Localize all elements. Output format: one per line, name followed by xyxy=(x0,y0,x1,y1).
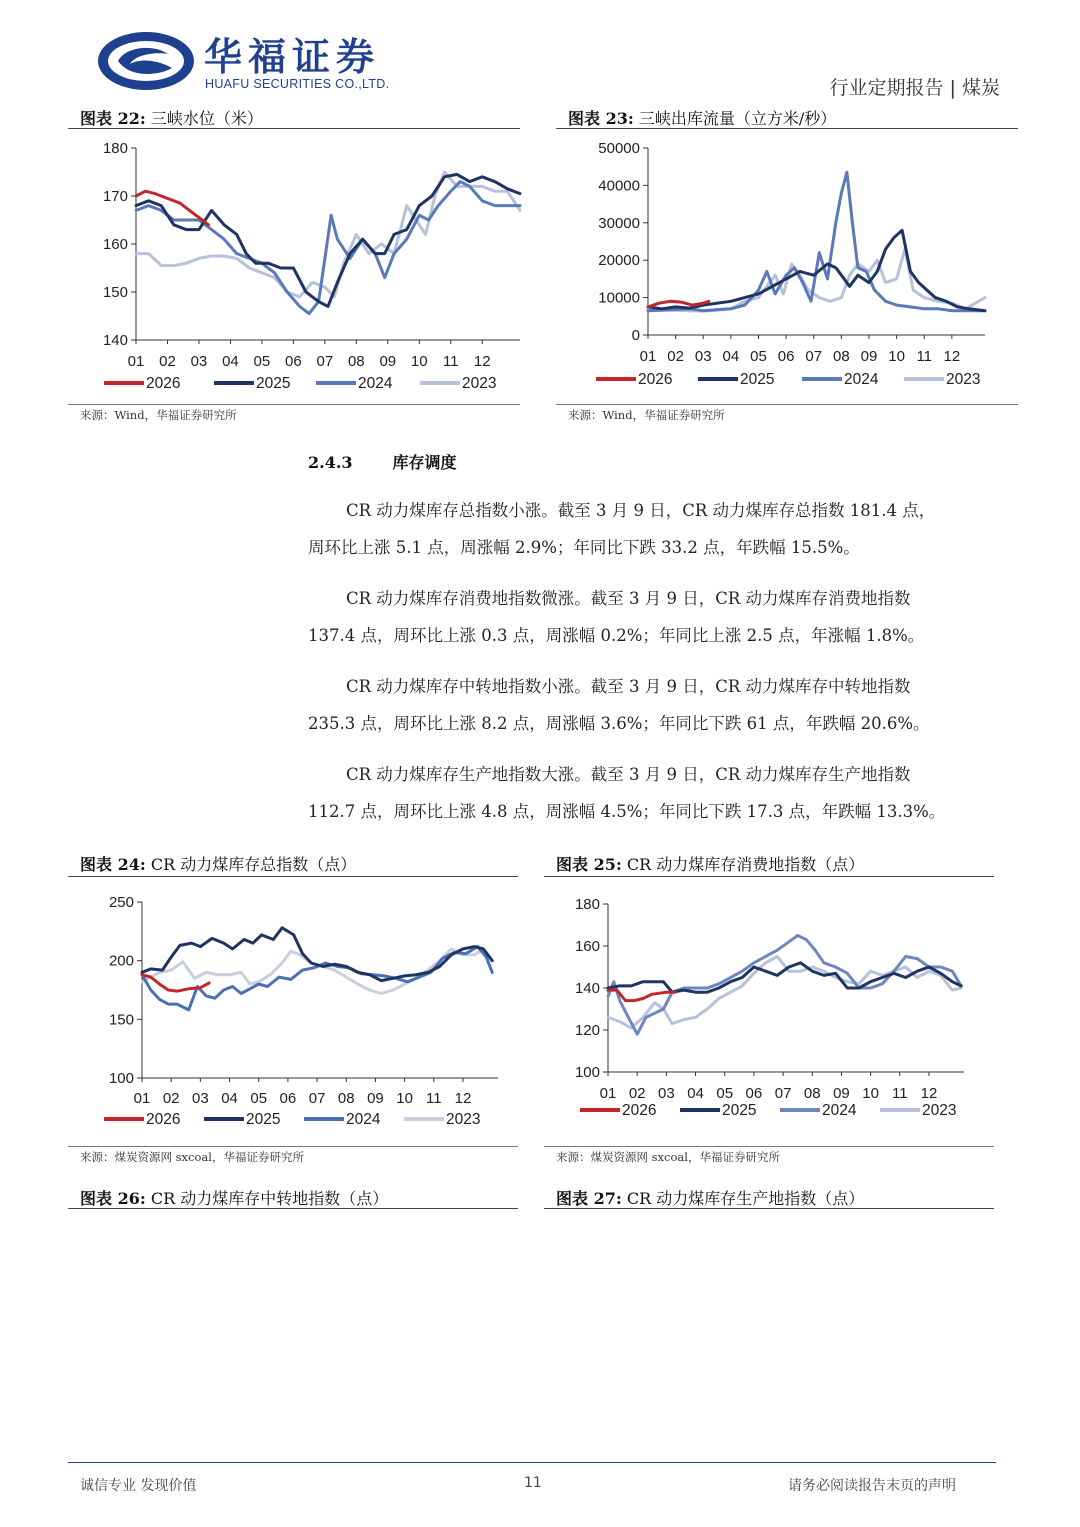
x-tick-label: 04 xyxy=(222,353,239,370)
chart-cr-total-index xyxy=(68,882,518,1144)
y-tick-label: 150 xyxy=(108,1011,134,1029)
legend-label-2026: 2026 xyxy=(622,1102,657,1119)
report-type: 行业定期报告 | 煤炭 xyxy=(829,77,1000,99)
figure-23-source-rule xyxy=(556,404,1018,405)
paragraph-consumption-index: CR 动力煤库存消费地指数微涨。截至 3 月 9 日，CR 动力煤库存消费地指数 137.4 点，周环比上涨 0.3 点，周涨幅 0.2%；年同比上涨 2.5 点，年涨幅 1.8%。 xyxy=(308,589,925,645)
legend-label-2025: 2025 xyxy=(722,1102,757,1119)
series-line-2024 xyxy=(136,182,520,314)
y-tick-label: 160 xyxy=(574,938,600,955)
chart-three-gorges-outflow xyxy=(560,132,1000,404)
x-tick-label: 02 xyxy=(162,1090,180,1107)
figure-23-source: 来源：Wind，华福证券研究所 xyxy=(568,408,725,422)
x-tick-label: 04 xyxy=(221,1090,238,1107)
y-tick-label: 30000 xyxy=(598,214,640,232)
x-tick-label: 12 xyxy=(473,353,491,370)
y-tick-label: 50000 xyxy=(598,140,640,157)
company-name-cn: 华福证券 xyxy=(204,35,381,79)
x-tick-label: 08 xyxy=(833,348,850,365)
y-tick-label: 160 xyxy=(102,236,128,253)
logo-mark-icon xyxy=(96,30,196,92)
y-tick-label: 140 xyxy=(574,980,600,997)
chart-cr-consumption-index xyxy=(544,882,994,1144)
x-tick-label: 10 xyxy=(888,348,905,365)
figure-22-source-rule xyxy=(68,404,520,405)
x-tick-label: 12 xyxy=(920,1085,938,1102)
legend-label-2025: 2025 xyxy=(246,1111,281,1128)
x-tick-label: 08 xyxy=(803,1085,821,1102)
x-tick-label: 04 xyxy=(722,348,740,365)
figure-26-title: 图表 26: CR 动力煤库存中转地指数（点） xyxy=(80,1189,389,1208)
y-tick-label: 0 xyxy=(631,327,640,344)
x-tick-label: 01 xyxy=(133,1090,151,1107)
x-tick-label: 11 xyxy=(442,353,459,370)
x-tick-label: 08 xyxy=(337,1090,355,1107)
x-tick-label: 07 xyxy=(316,353,334,370)
legend-label-2024: 2024 xyxy=(358,375,393,392)
x-tick-label: 07 xyxy=(774,1085,792,1102)
legend-label-2023: 2023 xyxy=(462,375,497,392)
x-tick-label: 11 xyxy=(892,1085,908,1102)
x-tick-label: 10 xyxy=(396,1090,413,1107)
x-tick-label: 01 xyxy=(127,353,145,370)
legend-label-2024: 2024 xyxy=(822,1102,857,1119)
legend-label-2026: 2026 xyxy=(146,375,181,392)
section-title: 库存调度 xyxy=(392,453,457,472)
x-tick-label: 09 xyxy=(833,1085,850,1102)
legend-label-2026: 2026 xyxy=(638,371,673,388)
x-tick-label: 05 xyxy=(716,1085,734,1102)
x-tick-label: 06 xyxy=(777,348,795,365)
y-tick-label: 140 xyxy=(102,332,128,349)
x-tick-label: 02 xyxy=(628,1085,646,1102)
x-tick-label: 06 xyxy=(745,1085,763,1102)
page-number: 11 xyxy=(524,1475,542,1491)
figure-24-title: 图表 24: CR 动力煤库存总指数（点） xyxy=(80,855,357,874)
company-name-en: HUAFU SECURITIES CO.,LTD. xyxy=(205,77,390,91)
figure-25-source: 来源：煤炭资源网 sxcoal，华福证券研究所 xyxy=(556,1150,780,1164)
figure-25-source-rule xyxy=(544,1146,994,1147)
legend-label-2023: 2023 xyxy=(946,371,981,388)
footer-slogan: 诚信专业 发现价值 xyxy=(80,1478,197,1494)
company-logo xyxy=(96,30,196,92)
paragraph-transit-index: CR 动力煤库存中转地指数小涨。截至 3 月 9 日，CR 动力煤库存中转地指数 235.3 点，周环比上涨 8.2 点，周涨幅 3.6%；年同比下跌 61 点，年跌幅 20.6%。 xyxy=(308,677,930,733)
y-tick-label: 250 xyxy=(108,894,134,911)
legend-label-2026: 2026 xyxy=(146,1111,181,1128)
y-tick-label: 40000 xyxy=(598,177,640,195)
x-tick-label: 12 xyxy=(454,1090,472,1107)
series-line-2023 xyxy=(648,249,985,311)
x-tick-label: 03 xyxy=(190,353,208,370)
x-tick-label: 10 xyxy=(410,353,428,370)
y-tick-label: 200 xyxy=(108,952,134,970)
figure-24-source-rule xyxy=(68,1146,518,1147)
x-tick-label: 03 xyxy=(694,348,712,365)
x-tick-label: 02 xyxy=(667,348,684,365)
x-tick-label: 07 xyxy=(308,1090,326,1107)
figure-25-title-rule xyxy=(544,876,994,877)
series-line-2024 xyxy=(608,936,961,1035)
legend-label-2025: 2025 xyxy=(256,375,291,392)
figure-24-title-rule xyxy=(68,876,518,877)
y-tick-label: 170 xyxy=(102,188,128,205)
x-tick-label: 04 xyxy=(687,1085,704,1102)
y-tick-label: 180 xyxy=(574,896,600,913)
legend-label-2023: 2023 xyxy=(446,1111,481,1128)
y-tick-label: 100 xyxy=(574,1064,600,1081)
x-tick-label: 10 xyxy=(862,1085,879,1102)
y-tick-label: 150 xyxy=(102,284,128,301)
x-tick-label: 09 xyxy=(860,348,878,365)
figure-22-title-rule xyxy=(68,128,520,129)
paragraph-production-index: CR 动力煤库存生产地指数大涨。截至 3 月 9 日，CR 动力煤库存生产地指数 112.7 点，周环比上涨 4.8 点，周涨幅 4.5%；年同比下跌 17.3 点，年跌幅 13.3%。 xyxy=(308,765,946,821)
x-tick-label: 09 xyxy=(379,353,397,370)
x-tick-label: 01 xyxy=(599,1085,617,1102)
x-tick-label: 08 xyxy=(347,353,365,370)
x-tick-label: 06 xyxy=(279,1090,297,1107)
chart-three-gorges-water-level xyxy=(68,132,528,404)
y-tick-label: 10000 xyxy=(598,289,640,307)
figure-24-source: 来源：煤炭资源网 sxcoal，华福证券研究所 xyxy=(80,1150,304,1164)
section-number: 2.4.3 xyxy=(308,453,353,472)
figure-27-title: 图表 27: CR 动力煤库存生产地指数（点） xyxy=(556,1189,865,1208)
x-tick-label: 03 xyxy=(192,1090,209,1107)
legend-label-2025: 2025 xyxy=(740,371,775,388)
x-tick-label: 03 xyxy=(658,1085,675,1102)
paragraph-total-index: CR 动力煤库存总指数小涨。截至 3 月 9 日，CR 动力煤库存总指数 181.4 点， 周环比上涨 5.1 点，周涨幅 2.9%；年同比下跌 33.2 点，年跌幅 15.5%。 xyxy=(308,501,936,557)
x-tick-label: 11 xyxy=(916,348,933,365)
x-tick-label: 01 xyxy=(639,348,657,365)
figure-22-source: 来源：Wind，华福证券研究所 xyxy=(80,408,237,422)
figure-25-title: 图表 25: CR 动力煤库存消费地指数（点） xyxy=(556,855,865,874)
y-tick-label: 120 xyxy=(574,1022,600,1039)
x-tick-label: 07 xyxy=(805,348,823,365)
footer-rule xyxy=(68,1462,996,1463)
legend-label-2024: 2024 xyxy=(346,1111,381,1128)
x-tick-label: 06 xyxy=(285,353,302,370)
figure-27-title-rule xyxy=(544,1208,994,1209)
x-tick-label: 05 xyxy=(250,1090,268,1107)
series-line-2024 xyxy=(648,172,985,310)
figure-23-title-rule xyxy=(556,128,1018,129)
x-tick-label: 09 xyxy=(367,1090,384,1107)
legend-label-2023: 2023 xyxy=(922,1102,957,1119)
x-tick-label: 05 xyxy=(253,353,271,370)
legend-label-2024: 2024 xyxy=(844,371,879,388)
x-tick-label: 11 xyxy=(426,1090,442,1107)
figure-26-title-rule xyxy=(68,1208,518,1209)
y-tick-label: 180 xyxy=(102,140,128,157)
y-tick-label: 20000 xyxy=(598,252,640,270)
figure-23-title: 图表 23: 三峡出库流量（立方米/秒） xyxy=(568,109,837,128)
series-line-2025 xyxy=(142,928,492,981)
footer-disclaimer: 请务必阅读报告末页的声明 xyxy=(788,1478,956,1494)
x-tick-label: 05 xyxy=(750,348,767,365)
figure-22-title: 图表 22: 三峡水位（米） xyxy=(80,109,263,128)
section-heading xyxy=(308,450,457,473)
x-tick-label: 12 xyxy=(943,348,961,365)
y-tick-label: 100 xyxy=(108,1070,134,1087)
x-tick-label: 02 xyxy=(159,353,176,370)
